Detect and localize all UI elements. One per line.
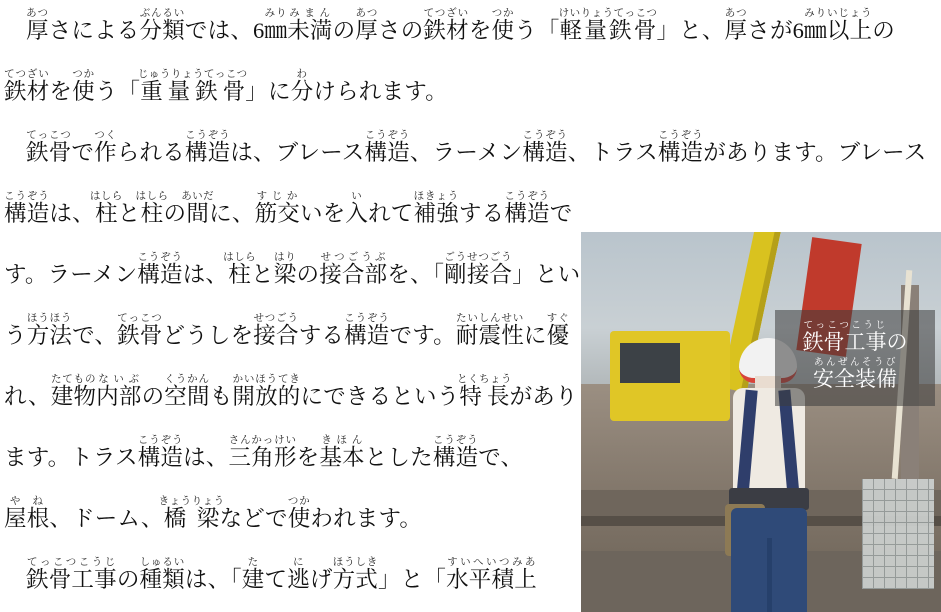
plain-text: 、ラーメン <box>409 140 523 165</box>
furigana: しゅるい <box>139 556 185 568</box>
ruby-group <box>117 312 163 348</box>
paragraph-1-text <box>4 7 895 104</box>
ruby-group <box>228 434 297 470</box>
plain-text: を <box>49 79 73 104</box>
ruby-base: 接合 <box>253 323 299 348</box>
plain-text: に <box>523 323 547 348</box>
ruby-base: 分 <box>290 79 314 104</box>
plain-text: の <box>116 567 140 592</box>
ruby-group <box>4 495 50 531</box>
ruby-base: 使 <box>491 18 515 43</box>
ruby-group <box>232 373 301 409</box>
ruby-base: 方式 <box>332 567 378 592</box>
plain-text: などで <box>219 506 288 531</box>
ruby-group <box>319 251 388 287</box>
ruby-group <box>137 434 184 470</box>
ruby-base: 構造 <box>137 445 184 470</box>
ruby-base: 方法 <box>26 323 73 348</box>
ruby-group <box>558 7 658 43</box>
furigana: つく <box>94 129 117 141</box>
furigana: ごうせつごう <box>444 251 513 263</box>
furigana: すじか <box>254 190 300 202</box>
ruby-base: 柱 <box>223 262 257 287</box>
ruby-base: 入 <box>345 201 369 226</box>
plain-text: は、「 <box>184 567 242 592</box>
ruby-group <box>181 190 215 226</box>
ruby-base: 屋根 <box>4 506 50 531</box>
photo-text-wrap-spacer <box>581 232 941 610</box>
ruby-base: 鉄骨 <box>26 140 72 165</box>
ruby-base: 構造 <box>432 445 479 470</box>
furigana: みまん <box>287 7 333 19</box>
ruby-group <box>4 190 50 226</box>
furigana: きょうりょう <box>158 495 225 507</box>
plain-text: られる <box>116 140 185 165</box>
plain-text: に、 <box>209 201 255 226</box>
paragraph-3-text <box>26 556 537 592</box>
ruby-group <box>164 373 210 409</box>
caption-line1-base: 鉄骨工事 <box>802 330 887 354</box>
ruby-base: 剛接合 <box>444 262 513 287</box>
furigana: こうぞう <box>137 251 183 263</box>
ruby-group <box>432 434 479 470</box>
ruby-group <box>264 7 288 43</box>
furigana: てっこつ <box>26 129 72 141</box>
plain-text: は、ブレース <box>230 140 365 165</box>
ruby-base: 構造 <box>364 140 410 165</box>
plain-text: では、 <box>184 18 254 43</box>
furigana: た <box>241 556 265 568</box>
ruby-base: 厚 <box>26 18 49 43</box>
ruby-group <box>223 251 257 287</box>
ruby-base: 厚 <box>724 18 748 43</box>
ruby-group <box>26 312 73 348</box>
furigana: いじょう <box>826 7 873 19</box>
ruby-base: 逃 <box>287 567 310 592</box>
ruby-group <box>4 68 50 104</box>
ruby-group <box>26 7 49 43</box>
caption-line1-tail: の <box>886 330 908 354</box>
plain-text: の <box>163 201 187 226</box>
furigana: ほきょう <box>413 190 459 202</box>
ruby-group <box>273 251 297 287</box>
furigana: みり <box>264 7 288 19</box>
ruby-group <box>139 7 185 43</box>
furigana: たてもの <box>50 373 97 385</box>
ruby-group <box>504 190 550 226</box>
paragraph-1 <box>0 0 941 122</box>
furigana: こうぞう <box>657 129 704 141</box>
ruby-base: 構造 <box>504 201 550 226</box>
furigana: はしら <box>135 190 169 202</box>
plain-text: う「 <box>94 79 141 104</box>
plain-text: があります。ブレース <box>703 140 927 165</box>
furigana: つか <box>287 495 311 507</box>
furigana: はり <box>273 251 297 263</box>
ruby-base: 以上 <box>826 18 873 43</box>
furigana: ほうしき <box>332 556 378 568</box>
plain-text: けられます。 <box>313 79 448 104</box>
ruby-group <box>423 7 469 43</box>
furigana: に <box>287 556 310 568</box>
plain-text: 」に <box>245 79 291 104</box>
furigana: はしら <box>223 251 257 263</box>
plain-text: で <box>71 140 95 165</box>
ruby-group <box>158 495 225 531</box>
ruby-base: 建 <box>241 567 265 592</box>
plain-text: にできるという <box>300 384 460 409</box>
furigana: てっこつ <box>117 312 163 324</box>
furigana: とくちょう <box>457 373 513 385</box>
plain-text: さによる <box>48 18 140 43</box>
furigana: あつ <box>355 7 378 19</box>
furigana: わ <box>290 68 314 80</box>
plain-text: は、 <box>49 201 95 226</box>
furigana: つか <box>72 68 95 80</box>
ruby-group <box>184 129 231 165</box>
furigana: さんかっけい <box>228 434 297 446</box>
ruby-group <box>26 129 72 165</box>
ruby-group <box>657 129 704 165</box>
plain-text: い <box>299 201 323 226</box>
ruby-group <box>26 556 117 592</box>
ruby-base: 柱 <box>135 201 169 226</box>
plain-text: われます。 <box>310 506 423 531</box>
furigana: たいしんせい <box>455 312 524 324</box>
plain-text: さの <box>378 18 424 43</box>
ruby-group <box>457 373 513 409</box>
plain-text: は、 <box>183 445 229 470</box>
furigana: やね <box>4 495 50 507</box>
ruby-base: 柱 <box>89 201 123 226</box>
furigana: こうぞう <box>364 129 410 141</box>
plain-text: の <box>141 384 165 409</box>
ruby-base: 構造 <box>344 323 390 348</box>
furigana: くうかん <box>164 373 210 385</box>
ruby-base: 開放的 <box>232 384 301 409</box>
plain-text: の <box>296 262 320 287</box>
ruby-base: 分類 <box>139 18 185 43</box>
plain-text: を <box>296 445 320 470</box>
ruby-group <box>364 129 410 165</box>
furigana: みり <box>804 7 827 19</box>
ruby-group <box>89 190 123 226</box>
ruby-group <box>253 312 299 348</box>
ruby-base: 間 <box>181 201 215 226</box>
ruby-base: 内部 <box>96 384 142 409</box>
ruby-base: 特長 <box>457 384 512 409</box>
plain-text: 」と、 <box>656 18 725 43</box>
furigana: こうぞう <box>4 190 50 202</box>
ruby-base: 接合部 <box>319 262 388 287</box>
plain-text: どうしを <box>162 323 254 348</box>
ruby-group <box>355 7 378 43</box>
ruby-base: ㎜ <box>264 18 288 43</box>
ruby-group <box>345 190 369 226</box>
plain-text: です。ラーメン <box>4 201 573 287</box>
furigana: あつ <box>26 7 49 19</box>
ruby-base: 耐震性 <box>455 323 524 348</box>
plain-text: は、 <box>182 262 229 287</box>
ruby-group <box>724 7 748 43</box>
ruby-group <box>287 7 333 43</box>
plain-text: 、ドーム、 <box>49 506 164 531</box>
plain-text: と <box>251 262 274 287</box>
ruby-base: 鉄材 <box>4 79 50 104</box>
caption-line1-ruby: てっこつこうじ <box>802 320 887 331</box>
plain-text: です。 <box>389 323 456 348</box>
ruby-base: 使 <box>287 506 311 531</box>
ruby-group <box>137 251 183 287</box>
ruby-group <box>332 556 378 592</box>
ruby-base: 鉄材 <box>423 18 469 43</box>
plain-text: 」という <box>4 262 581 348</box>
furigana: こうぞう <box>344 312 390 324</box>
furigana: きほん <box>319 434 365 446</box>
ruby-group <box>290 68 314 104</box>
ruby-group <box>241 556 265 592</box>
furigana: ないぶ <box>96 373 142 385</box>
plain-text: の <box>872 18 895 43</box>
plain-text: げ <box>309 567 333 592</box>
ruby-base: 使 <box>72 79 95 104</box>
ruby-base: 構造 <box>4 201 50 226</box>
ruby-group <box>135 190 169 226</box>
furigana: はしら <box>89 190 123 202</box>
furigana: じゅうりょうてっこつ <box>137 68 248 80</box>
ruby-base: 軽量鉄骨 <box>558 18 658 43</box>
plain-text: を <box>322 201 346 226</box>
furigana: けいりょうてっこつ <box>558 7 658 19</box>
plain-text: も <box>209 384 233 409</box>
ruby-group <box>96 373 142 409</box>
ruby-group <box>287 495 311 531</box>
ruby-base: 構造 <box>137 262 183 287</box>
ruby-base: 三角形 <box>228 445 297 470</box>
furigana: い <box>345 190 369 202</box>
furigana: かいほうてき <box>232 373 301 385</box>
ruby-group <box>446 556 537 592</box>
plain-text: れて <box>368 201 414 226</box>
plain-text: 6 <box>792 18 805 43</box>
furigana: つか <box>491 7 515 19</box>
ruby-group <box>94 129 117 165</box>
plain-text: 、トラス <box>567 140 658 165</box>
caption-line2-base: 安全装備 <box>813 367 897 391</box>
ruby-group <box>546 312 570 348</box>
plain-text: を、「 <box>387 262 445 287</box>
furigana: こうぞう <box>522 129 568 141</box>
furigana: せつごう <box>253 312 299 324</box>
ruby-group <box>139 556 185 592</box>
ruby-base: 鉄骨 <box>117 323 163 348</box>
ruby-base: 構造 <box>184 140 231 165</box>
furigana: こうぞう <box>504 190 550 202</box>
ruby-group <box>254 190 300 226</box>
furigana: あつ <box>724 7 748 19</box>
furigana: すぐ <box>546 312 570 324</box>
ruby-group <box>804 7 827 43</box>
furigana: てつざい <box>4 68 50 80</box>
plain-text: を <box>468 18 492 43</box>
plain-text: の <box>332 18 356 43</box>
ruby-base: 構造 <box>657 140 704 165</box>
plain-text: さが <box>747 18 793 43</box>
plain-text: する <box>298 323 345 348</box>
ruby-base: 筋交 <box>254 201 300 226</box>
ruby-group <box>522 129 568 165</box>
furigana: てっこつこうじ <box>26 556 117 568</box>
ruby-group <box>319 434 365 470</box>
ruby-base: 水平積上 <box>446 567 537 592</box>
ruby-group <box>491 7 515 43</box>
furigana: せつごうぶ <box>319 251 388 263</box>
ruby-group <box>72 68 95 104</box>
ruby-group <box>455 312 524 348</box>
ruby-base: 重量鉄骨 <box>137 79 248 104</box>
plain-text: とした <box>364 445 433 470</box>
furigana: ぶんるい <box>139 7 185 19</box>
plain-text: う「 <box>514 18 560 43</box>
plain-text: と <box>117 201 141 226</box>
caption-line2-ruby: あんぜんそうび <box>813 357 897 368</box>
plain-text: 」と「 <box>378 567 447 592</box>
plain-text: があります。トラス <box>4 384 578 470</box>
ruby-base: 未満 <box>287 18 333 43</box>
furigana: ほうほう <box>26 312 73 324</box>
ruby-group <box>287 556 310 592</box>
plain-text: れ、 <box>4 384 51 409</box>
ruby-group <box>50 373 97 409</box>
ruby-base: 橋梁 <box>158 506 225 531</box>
furigana: こうぞう <box>184 129 231 141</box>
ruby-group <box>344 312 390 348</box>
furigana: あいだ <box>181 190 215 202</box>
ruby-base: 建物 <box>50 384 97 409</box>
ruby-base: 種類 <box>139 567 185 592</box>
ruby-group <box>137 68 248 104</box>
furigana: こうぞう <box>137 434 184 446</box>
ruby-base: 作 <box>94 140 117 165</box>
ruby-base: 構造 <box>522 140 568 165</box>
plain-text: 6 <box>253 18 265 43</box>
ruby-base: 厚 <box>355 18 378 43</box>
ruby-base: 基本 <box>319 445 365 470</box>
ruby-base: 梁 <box>273 262 297 287</box>
plain-text: て <box>264 567 288 592</box>
ruby-base: 空間 <box>164 384 210 409</box>
ruby-group <box>826 7 873 43</box>
plain-text: する <box>458 201 505 226</box>
furigana: すいへいつみあ <box>446 556 537 568</box>
furigana: こうぞう <box>432 434 479 446</box>
ruby-base: ㎜ <box>804 18 827 43</box>
ruby-group <box>413 190 459 226</box>
plain-text: で、 <box>478 445 524 470</box>
ruby-base: 優 <box>546 323 570 348</box>
furigana: てつざい <box>423 7 469 19</box>
ruby-group <box>444 251 513 287</box>
plain-text: で、 <box>72 323 118 348</box>
ruby-base: 補強 <box>413 201 459 226</box>
ruby-base: 鉄骨工事 <box>26 567 117 592</box>
